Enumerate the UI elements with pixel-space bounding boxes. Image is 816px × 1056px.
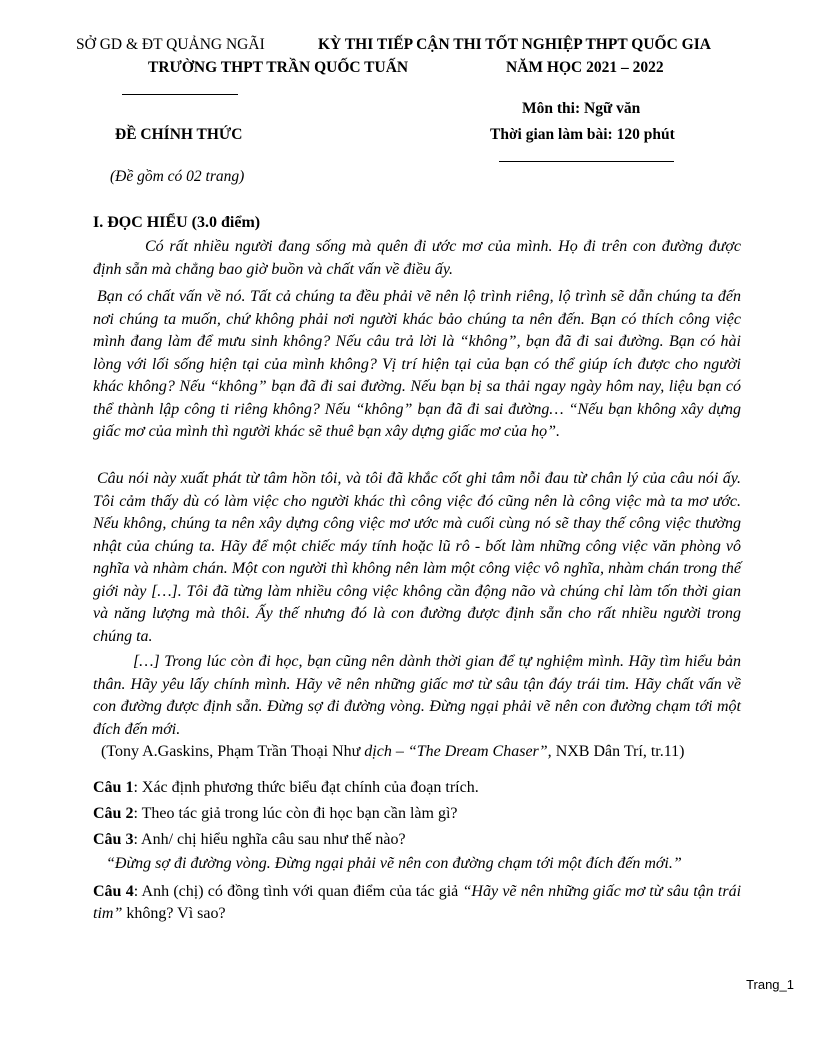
question-4	[93, 881, 741, 925]
section-title: I. ĐỌC HIỂU (3.0 điểm)	[93, 214, 261, 231]
question-2	[93, 803, 741, 825]
question-text: : Anh (chị) có đồng tình với quan điểm của tác giả	[133, 883, 463, 900]
question-3-quote: “Đừng sợ đi đường vòng. Đừng ngại phải vẽ nên con đường chạm tới một đích đến mới.”	[106, 855, 682, 872]
citation-title: dịch – “The Dream Chaser”,	[364, 743, 552, 760]
official-label: ĐỀ CHÍNH THỨC	[115, 126, 243, 143]
question-4-quote: “Hãy vẽ nên những giấc mơ từ sâu tận trái tim”	[93, 883, 742, 922]
school-year: NĂM HỌC 2021 – 2022	[506, 59, 664, 76]
passage-citation	[101, 743, 684, 761]
header-divider-right	[499, 161, 674, 162]
department-name: SỞ GD & ĐT QUẢNG NGÃI	[76, 36, 265, 53]
school-name: TRƯỜNG THPT TRẦN QUỐC TUẤN	[148, 59, 409, 76]
question-text: : Anh/ chị hiểu nghĩa câu sau như thế nào?	[133, 831, 406, 848]
passage-paragraph-2: Bạn có chất vấn về nó. Tất cả chúng ta đều phải vẽ nên lộ trình riêng, lộ trình sẽ dẫn chúng ta đến nơi chúng ta muốn, chứ không phải nơi người khác bảo chúng ta nên đến. Bạn có thích công việc mình đang làm để mưu sinh không? Nếu câu trả lời là “không”, bạn đã đi sai đường. Bạn có hài lòng với lối sống hiện tại của mình không? Vị trí hiện tại của bạn có thể giúp ích được cho người khác không? Nếu “không” bạn đã đi sai đường. Nếu bạn bị sa thải ngay ngày hôm nay, liệu bạn có thể thành lập công ti riêng không? Nếu “không” bạn đã đi sai đường… “Nếu bạn không xây dựng giấc mơ của mình thì người khác sẽ thuê bạn xây dựng giấc mơ của họ”.	[93, 288, 741, 440]
passage-paragraph-3: Câu nói này xuất phát từ tâm hồn tôi, và tôi đã khắc cốt ghi tâm nỗi đau từ chân lý của câu nói ấy. Tôi cảm thấy dù có làm việc cho người khác thì công việc đó cũng nên là công việc mà ta mơ ước. Nếu không, chúng ta nên xây dựng công việc mơ ước mà cuối cùng nó sẽ thay thế công việc thường nhật của chúng ta. Hãy để một chiếc máy tính hoặc lũ rô - bốt làm những công việc văn phòng vô nghĩa và nhàm chán. Một con người thì không nên làm một công việc vô nghĩa, nhàm chán trong thế giới này […]. Tôi đã từng làm nhiều công việc không cần động não và chúng chỉ làm tốn thời gian và năng lượng mà thôi. Ấy thế nhưng đó là con đường được định sẵn cho rất nhiều người trong chúng ta.	[93, 470, 741, 645]
passage-paragraph-4: […] Trong lúc còn đi học, bạn cũng nên dành thời gian để tự nghiệm mình. Hãy tìm hiểu bản thân. Hãy yêu lấy chính mình. Hãy vẽ nên những giấc mơ từ sâu tận đáy trái tim. Hãy chất vấn về con đường được định sẵn. Đừng sợ đi đường vòng. Đừng ngại phải vẽ nên con đường chạm tới một đích đến mới.	[93, 653, 741, 738]
citation-author: (Tony A.Gaskins, Phạm Trần Thoại Như	[101, 743, 365, 760]
question-text: không? Vì sao?	[122, 905, 226, 922]
duration-label: Thời gian làm bài: 120 phút	[490, 126, 675, 143]
question-1	[93, 777, 741, 799]
question-3	[93, 829, 741, 851]
header-divider-left	[122, 94, 238, 95]
question-label: Câu 1	[93, 779, 134, 796]
exam-title: KỲ THI TIẾP CẬN THI TỐT NGHIỆP THPT QUỐC GIA	[318, 36, 711, 53]
pages-note: (Đề gồm có 02 trang)	[110, 168, 245, 185]
question-text: : Theo tác giả trong lúc còn đi học bạn cần làm gì?	[133, 805, 458, 822]
question-label: Câu 2	[93, 805, 134, 822]
citation-publisher: NXB Dân Trí, tr.11)	[551, 743, 685, 760]
question-text: : Xác định phương thức biểu đạt chính của đoạn trích.	[133, 779, 479, 796]
question-label: Câu 3	[93, 831, 134, 848]
question-label: Câu 4	[93, 883, 134, 900]
passage-paragraph-1: Có rất nhiều người đang sống mà quên đi ước mơ của mình. Họ đi trên con đường được định sẵn mà chẳng bao giờ buồn và chất vấn về điều ấy.	[93, 238, 741, 278]
page-number: Trang_1	[746, 977, 794, 992]
subject-label: Môn thi: Ngữ văn	[522, 100, 641, 117]
